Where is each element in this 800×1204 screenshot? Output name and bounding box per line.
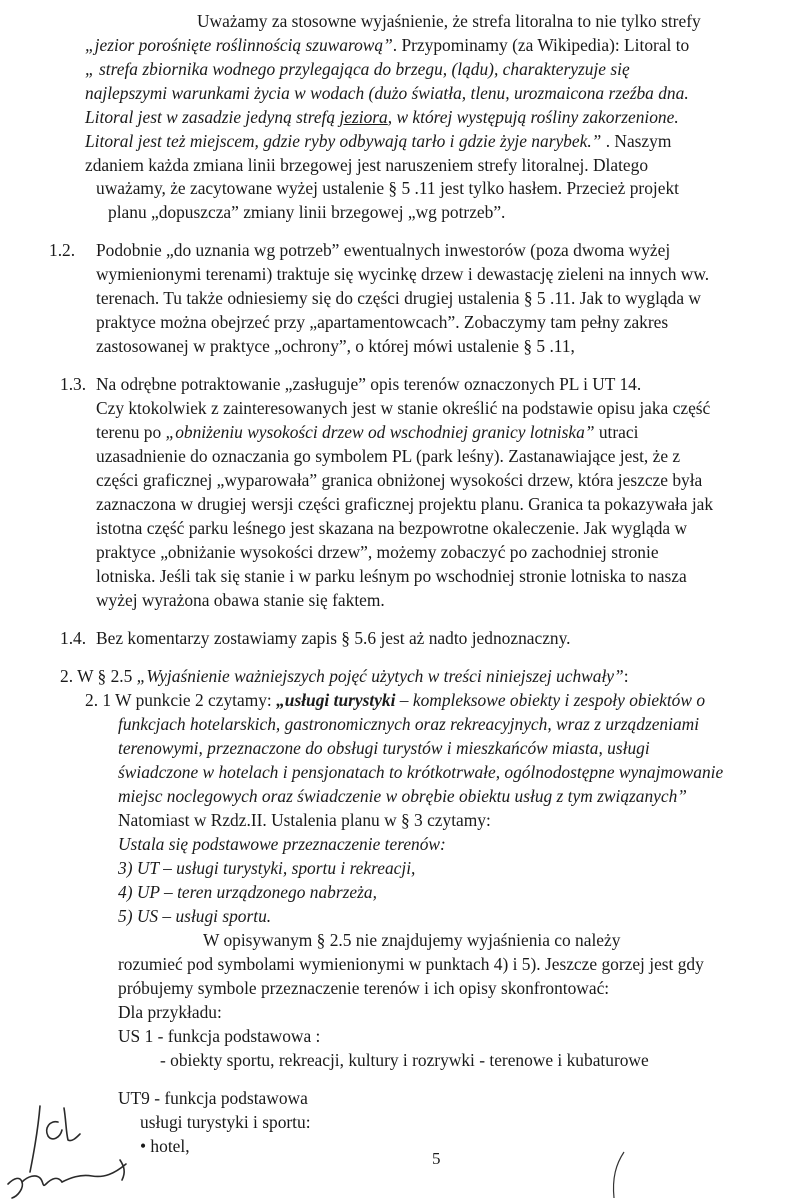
- text-line: praktyce można obejrzeć przy „apartamentowcach”. Zobaczymy tam pełny zakres: [96, 312, 669, 332]
- text-line: zaznaczona w drugiej wersji części graficznej projektu planu. Granica ta pokazywała jak: [96, 494, 714, 514]
- text-line: terenach. Tu także odniesiemy się do części drugiej ustalenia § 5 .11. Jak to wygląda w: [96, 288, 701, 308]
- text-line: funkcjach hotelarskich, gastronomicznych oraz rekreacyjnych, wraz z urządzeniami: [118, 714, 700, 734]
- text-line: Ustala się podstawowe przeznaczenie terenów:: [118, 834, 446, 854]
- text-line: W opisywanym § 2.5 nie znajdujemy wyjaśnienia co należy: [203, 930, 621, 950]
- text-line: lotniska. Jeśli tak się stanie i w parku leśnym po wschodniej stronie lotniska to nasza: [96, 566, 687, 586]
- text-line: Czy ktokolwiek z zainteresowanych jest w stanie określić na podstawie opisu jaka część: [96, 398, 711, 418]
- text-line: terenowymi, przeznaczone do obsługi turystów i mieszkańców miasta, usługi: [118, 738, 650, 758]
- section-number: 1.3.: [60, 374, 87, 394]
- text-line: Litoral jest też miejscem, gdzie ryby odbywają tarło i gdzie żyje narybek.” . Naszym: [85, 131, 672, 151]
- text-line: 4) UP – teren urządzonego nabrzeża,: [118, 882, 377, 902]
- text-line: • hotel,: [140, 1136, 190, 1156]
- text-line: Podobnie „do uznania wg potrzeb” ewentualnych inwestorów (poza dwoma wyżej: [96, 240, 671, 260]
- text-line: najlepszymi warunkami życia w wodach (dużo światła, tlenu, urozmaicona rzeźba dna.: [85, 83, 689, 103]
- section-number: 1.4.: [60, 628, 87, 648]
- text-line: Dla przykładu:: [118, 1002, 222, 1022]
- text-line: 2. 1 W punkcie 2 czytamy: „usługi turystyki – kompleksowe obiekty i zespoły obiektów o: [85, 690, 706, 710]
- text-line: uzasadnienie do oznaczania go symbolem PL (park leśny). Zastanawiające jest, że z: [96, 446, 681, 466]
- text-line: praktyce „obniżanie wysokości drzew”, możemy zobaczyć po zachodniej stronie: [96, 542, 659, 562]
- text-line: części graficznej „wyparowała” granica obniżonej wysokości drzew, która jeszcze była: [96, 470, 703, 490]
- text-line: Bez komentarzy zostawiamy zapis § 5.6 jest aż nadto jednoznaczny.: [96, 628, 571, 648]
- handwritten-signature-icon: [0, 1100, 150, 1204]
- text-line: istotna część parku leśnego jest skazana na bezpowrotne okaleczenie. Jak wygląda w: [96, 518, 688, 538]
- text-line: terenu po „obniżeniu wysokości drzew od wschodniej granicy lotniska” utraci: [96, 422, 639, 442]
- text-line: „jezior porośnięte roślinnością szuwarową”. Przypominamy (za Wikipedia): Litoral to: [85, 35, 690, 55]
- text-line: „ strefa zbiornika wodnego przylegająca do brzegu, (lądu), charakteryzuje się: [85, 59, 630, 79]
- text-line: wymienionymi terenami) traktuje się wycinkę drzew i dewastację zieleni na innych ww.: [96, 264, 710, 284]
- text-line: próbujemy symbole przeznaczenie terenów i ich opisy skonfrontować:: [118, 978, 610, 998]
- text-line: rozumieć pod symbolami wymienionymi w punktach 4) i 5). Jeszcze gorzej jest gdy: [118, 954, 704, 974]
- section-heading: 2. W § 2.5 „Wyjaśnienie ważniejszych pojęć użytych w treści niniejszej uchwały”:: [60, 666, 629, 686]
- text-line: wyżej wyrażona obawa stanie się faktem.: [96, 590, 385, 610]
- margin-mark: [604, 1150, 634, 1204]
- page-number: 5: [432, 1149, 441, 1168]
- text-line: Natomiast w Rzdz.II. Ustalenia planu w § 3 czytamy:: [118, 810, 491, 830]
- text-line: 5) US – usługi sportu.: [118, 906, 272, 926]
- text-line: zdaniem każda zmiana linii brzegowej jest naruszeniem strefy litoralnej. Dlatego: [85, 155, 649, 175]
- text-line: Uważamy za stosowne wyjaśnienie, że strefa litoralna to nie tylko strefy: [197, 11, 701, 31]
- text-line: miejsc noclegowych oraz świadczenie w obrębie obiektu usług z tym związanych”: [118, 786, 687, 806]
- text-line: US 1 - funkcja podstawowa :: [118, 1026, 321, 1046]
- text-line: Na odrębne potraktowanie „zasługuje” opis terenów oznaczonych PL i UT 14.: [96, 374, 642, 394]
- text-line: Litoral jest w zasadzie jedyną strefą jeziora, w której występują rośliny zakorzenione.: [85, 107, 679, 127]
- text-line: 3) UT – usługi turystyki, sportu i rekreacji,: [118, 858, 416, 878]
- text-line: - obiekty sportu, rekreacji, kultury i rozrywki - terenowe i kubaturowe: [160, 1050, 649, 1070]
- text-line: usługi turystyki i sportu:: [140, 1112, 311, 1132]
- text-line: zastosowanej w praktyce „ochrony”, o której mówi ustalenie § 5 .11,: [96, 336, 575, 356]
- text-line: planu „dopuszcza” zmiany linii brzegowej „wg potrzeb”.: [108, 202, 506, 222]
- section-number: 1.2.: [49, 240, 76, 260]
- text-line: uważamy, że zacytowane wyżej ustalenie § 5 .11 jest tylko hasłem. Przecież projekt: [96, 178, 680, 198]
- text-line: świadczone w hotelach i pensjonatach to krótkotrwałe, ogólnodostępne wynajmowanie: [118, 762, 724, 782]
- text-line: UT9 - funkcja podstawowa: [118, 1088, 308, 1108]
